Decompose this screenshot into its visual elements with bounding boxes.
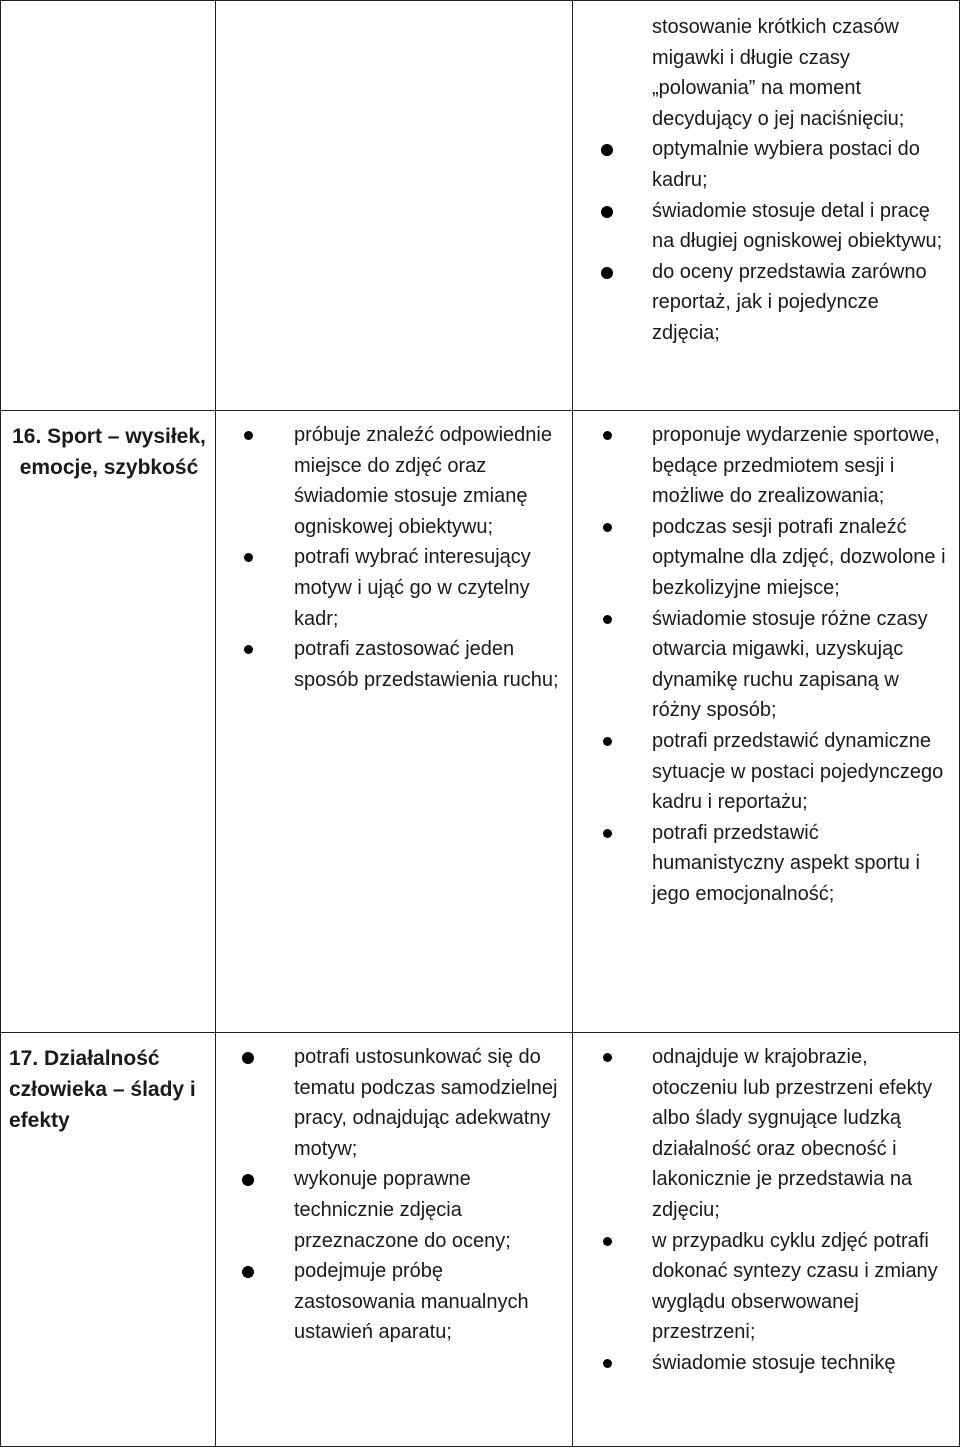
extended-requirements-cell <box>573 1033 960 1447</box>
basic-requirements-cell <box>216 1033 573 1447</box>
list-item: potrafi przedstawić dynamiczne sytuacje w postaci pojedynczego kadru i reportażu; <box>579 726 953 818</box>
list-item: świadomie stosuje różne czasy otwarcia migawki, uzyskując dynamikę ruchu zapisaną w różny sposób; <box>579 604 953 726</box>
bullet-icon <box>603 1359 612 1368</box>
list-item: potrafi przedstawić humanistyczny aspekt sportu i jego emocjonalność; <box>579 818 953 910</box>
topic-label: 16. Sport – wysiłek, emocje, szybkość <box>12 425 206 479</box>
table-row <box>1 411 960 1033</box>
bullet-icon <box>601 144 613 156</box>
list-item: proponuje wydarzenie sportowe, będące przedmiotem sesji i możliwe do zrealizowania; <box>579 420 953 512</box>
bullet-icon <box>601 206 613 218</box>
bullet-icon <box>603 523 612 532</box>
bullet-icon <box>244 645 253 654</box>
bullet-icon <box>242 1052 254 1064</box>
bullet-icon <box>603 1237 612 1246</box>
list-item: podczas sesji potrafi znaleźć optymalne dla zdjęć, dozwolone i bezkolizyjne miejsce; <box>579 512 953 604</box>
list-item: podejmuje próbę zastosowania manualnych ustawień aparatu; <box>222 1256 566 1348</box>
basic-requirements-cell <box>216 411 573 1033</box>
list-item: próbuje znaleźć odpowiednie miejsce do zdjęć oraz świadomie stosuje zmianę ogniskowej obiektywu; <box>222 420 566 542</box>
list-item: wykonuje poprawne technicznie zdjęcia przeznaczone do oceny; <box>222 1164 566 1256</box>
bullet-icon <box>603 737 612 746</box>
list-item: potrafi wybrać interesujący motyw i ująć go w czytelny kadr; <box>222 542 566 634</box>
extended-requirements-cell <box>573 1 960 411</box>
basic-requirements-cell <box>216 1 573 411</box>
bullet-icon <box>601 267 613 279</box>
topic-label <box>1 1 215 11</box>
list-item: w przypadku cyklu zdjęć potrafi dokonać syntezy czasu i zmiany wyglądu obserwowanej przestrzeni; <box>579 1226 953 1348</box>
bullet-icon <box>242 1174 254 1186</box>
list-item: potrafi zastosować jeden sposób przedstawienia ruchu; <box>222 634 566 695</box>
extended-requirements-cell <box>573 411 960 1033</box>
bullet-icon <box>242 1266 254 1278</box>
list-item: świadomie stosuje technikę <box>579 1348 953 1379</box>
bullet-icon <box>244 553 253 562</box>
list-item: potrafi ustosunkować się do tematu podczas samodzielnej pracy, odnajdując adekwatny motyw; <box>222 1042 566 1164</box>
bullet-icon <box>603 431 612 440</box>
bullet-icon <box>603 829 612 838</box>
bullet-icon <box>244 431 253 440</box>
list-item: optymalnie wybiera postaci do kadru; <box>579 134 953 195</box>
list-item: świadomie stosuje detal i pracę na długiej ogniskowej obiektywu; <box>579 196 953 257</box>
continued-text: stosowanie krótkich czasów migawki i długie czasy „polowania” na moment decydujący o jej naciśnięciu; <box>652 16 905 130</box>
bullet-icon <box>603 1053 612 1062</box>
list-item: odnajduje w krajobrazie, otoczeniu lub przestrzeni efekty albo ślady sygnujące ludzką działalność oraz obecność i lakonicznie je przedstawia na zdjęciu; <box>579 1042 953 1226</box>
topic-cell <box>1 411 216 1033</box>
table-row <box>1 1033 960 1447</box>
topic-label: 17. Działalność człowieka – ślady i efekty <box>9 1047 196 1132</box>
topic-cell <box>1 1033 216 1447</box>
table-row <box>1 1 960 411</box>
bullet-icon <box>603 615 612 624</box>
list-item: do oceny przedstawia zarówno reportaż, jak i pojedyncze zdjęcia; <box>579 257 953 349</box>
topic-cell <box>1 1 216 411</box>
